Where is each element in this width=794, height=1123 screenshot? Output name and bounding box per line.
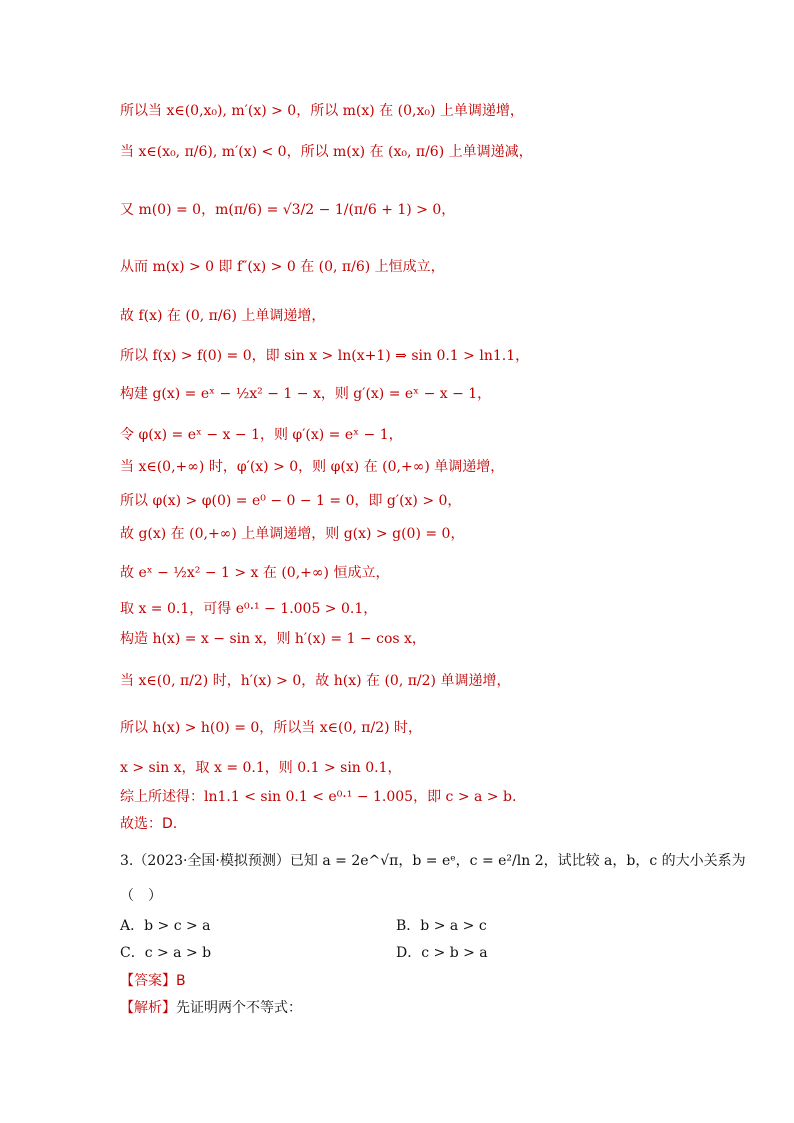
solution-line-2: 当 x∈(x₀, π/6), m′(x) < 0，所以 m(x) 在 (x₀, π/6) 上单调递减， (120, 144, 533, 160)
solution-line-1: 所以当 x∈(0,x₀), m′(x) > 0，所以 m(x) 在 (0,x₀) 上单调递增， (120, 103, 524, 119)
solution-line-16: 所以 h(x) > h(0) = 0，所以当 x∈(0, π/2) 时， (120, 720, 423, 736)
solution-line-7: 构建 g(x) = eˣ − ½x² − 1 − x，则 g′(x) = eˣ − x − 1， (120, 386, 492, 402)
solution-line-9: 当 x∈(0,+∞) 时，φ′(x) > 0，则 φ(x) 在 (0,+∞) 单调递增， (120, 459, 505, 475)
solution-line-10: 所以 φ(x) > φ(0) = e⁰ − 0 − 1 = 0，即 g′(x) > 0， (120, 493, 462, 509)
solution-line-14: 构造 h(x) = x − sin x，则 h′(x) = 1 − cos x， (120, 631, 426, 647)
solution-line-13: 取 x = 0.1，可得 e⁰·¹ − 1.005 > 0.1， (120, 601, 378, 617)
solution-line-6: 所以 f(x) > f(0) = 0，即 sin x > ln(x+1) ⇒ sin 0.1 > ln1.1， (120, 348, 530, 364)
solution-line-4: 从而 m(x) > 0 即 f″(x) > 0 在 (0, π/6) 上恒成立， (120, 259, 445, 275)
answer-tag: 【答案】 (120, 973, 176, 989)
option-c: C．c > a > b (120, 945, 212, 961)
option-d: D．c > b > a (396, 945, 488, 961)
answer-row (120, 970, 186, 990)
answer-value: B (176, 973, 186, 989)
analysis-tag: 【解析】 (120, 1000, 176, 1016)
analysis-text: 先证明两个不等式： (176, 1000, 302, 1016)
solution-line-17: x > sin x，取 x = 0.1，则 0.1 > sin 0.1， (120, 760, 402, 776)
solution-line-15: 当 x∈(0, π/2) 时，h′(x) > 0，故 h(x) 在 (0, π/2) 单调递增， (120, 673, 511, 689)
solution-line-5: 故 f(x) 在 (0, π/6) 上单调递增， (120, 308, 326, 324)
option-b: B．b > a > c (396, 918, 487, 934)
question-stem: 3.（2023·全国·模拟预测）已知 a = 2e^√π，b = eᵉ，c = e²/ln 2，试比较 a，b，c 的大小关系为 (120, 853, 746, 869)
solution-line-8: 令 φ(x) = eˣ − x − 1，则 φ′(x) = eˣ − 1， (120, 427, 403, 443)
solution-line-3: 又 m(0) = 0，m(π/6) = √3/2 − 1/(π/6 + 1) > 0， (120, 202, 456, 218)
solution-line-18: 综上所述得：ln1.1 < sin 0.1 < e⁰·¹ − 1.005，即 c > a > b. (120, 789, 517, 805)
solution-line-12: 故 eˣ − ½x² − 1 > x 在 (0,+∞) 恒成立， (120, 565, 390, 581)
question-paren: （ ） (120, 888, 162, 904)
option-a: A．b > c > a (120, 918, 211, 934)
analysis-row (120, 997, 302, 1017)
solution-line-11: 故 g(x) 在 (0,+∞) 上单调递增，则 g(x) > g(0) = 0， (120, 526, 465, 542)
solution-line-19: 故选：D. (120, 816, 178, 832)
